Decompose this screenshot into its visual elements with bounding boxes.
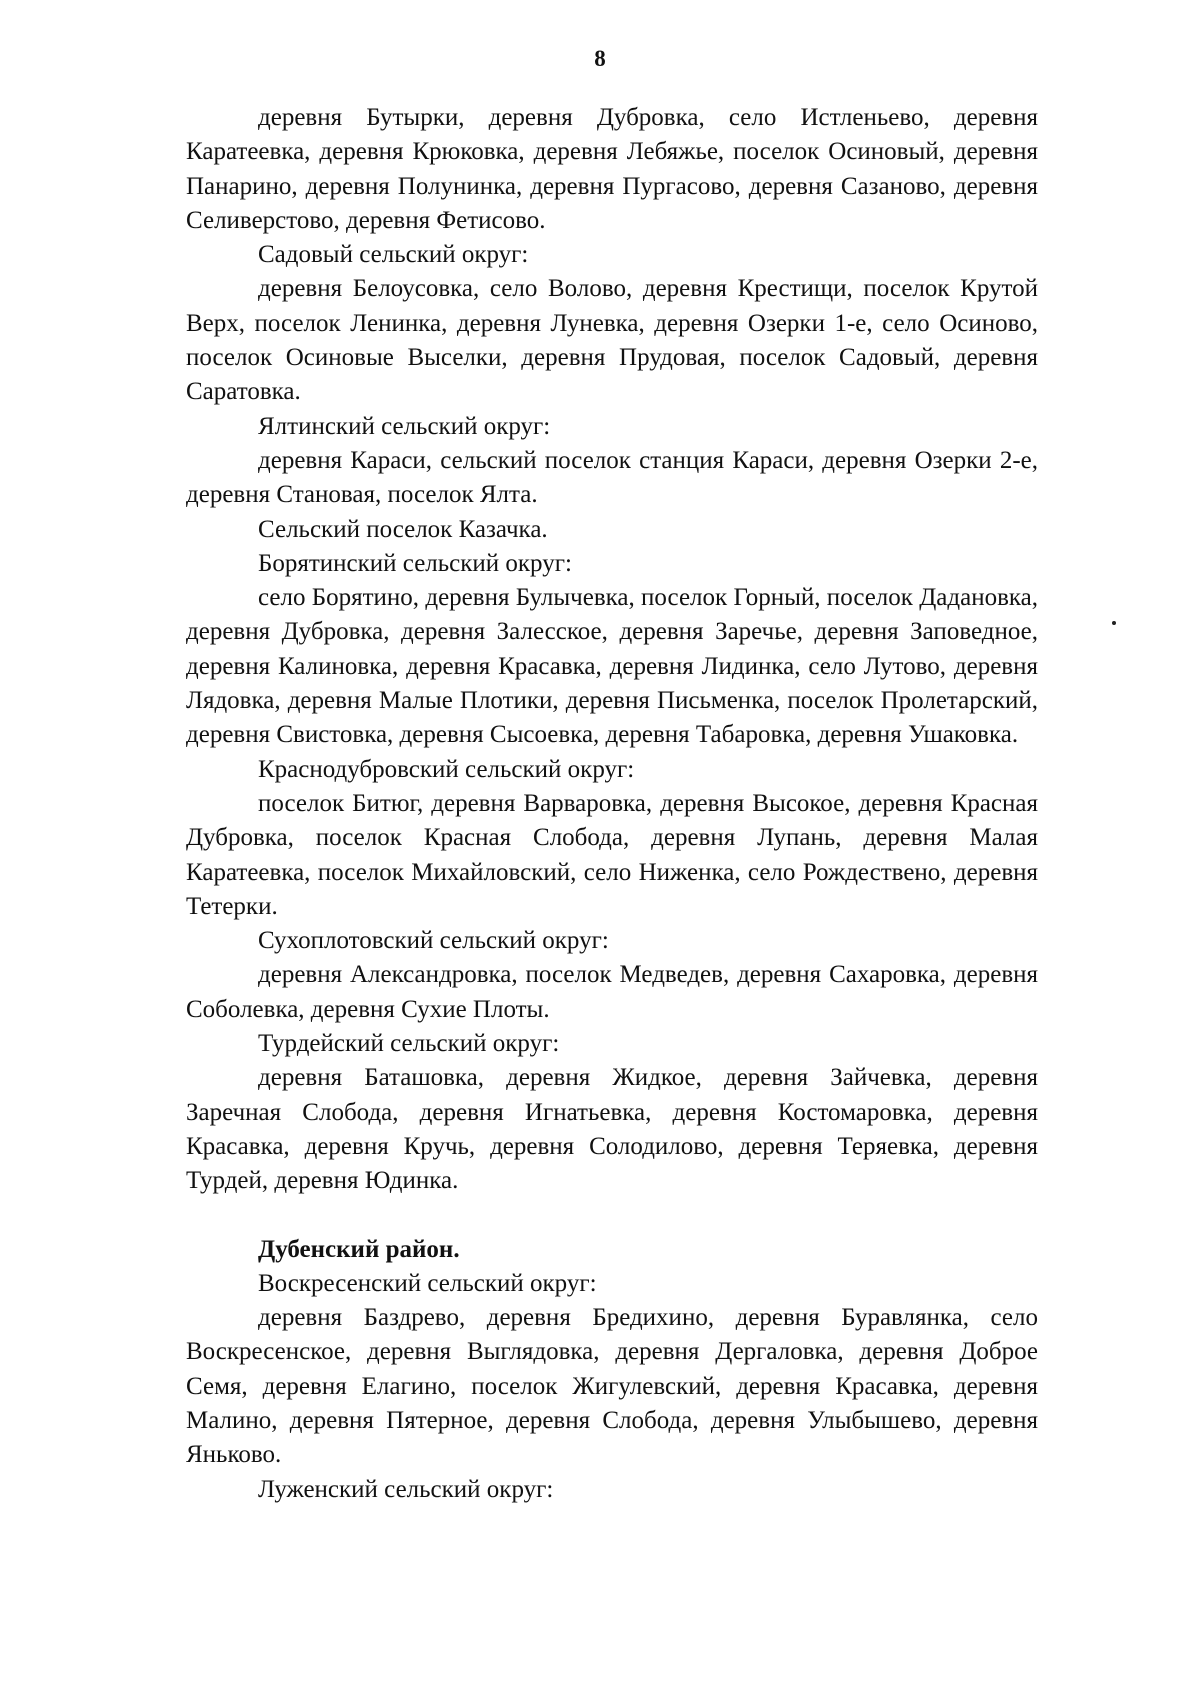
settlement-list-paragraph: деревня Баташовка, деревня Жидкое, деревня Зайчевка, деревня Заречная Слобода, деревня Игнатьевка, деревня Костомаровка, деревня Красавка, деревня Кручь, деревня Солодилово, деревня Теряевка, деревня Турдей, деревня Юдинка.	[186, 1064, 1038, 1195]
rural-district-heading: Сухоплотовский сельский округ:	[258, 927, 609, 955]
rural-district-heading: Садовый сельский округ:	[258, 241, 529, 269]
rural-district-heading: Краснодубровский сельский округ:	[258, 755, 635, 783]
settlement-list-paragraph: деревня Баздрево, деревня Бредихино, деревня Буравлянка, село Воскресенское, деревня Выглядовка, деревня Дергаловка, деревня Доброе Семя, деревня Елагино, поселок Жигулевский, деревня Красавка, деревня Малино, деревня Пятерное, деревня Слобода, деревня Улыбышево, деревня Яньково.	[186, 1304, 1038, 1469]
settlement-list-paragraph: поселок Битюг, деревня Варваровка, деревня Высокое, деревня Красная Дубровка, поселок Красная Слобода, деревня Лупань, деревня Малая Каратеевка, поселок Михайловский, село Ниженка, село Рождествено, деревня Тетерки.	[186, 789, 1038, 920]
settlement-list-paragraph: село Борятино, деревня Булычевка, поселок Горный, поселок Дадановка, деревня Дубровка, деревня Залесское, деревня Заречье, деревня Заповедное, деревня Калиновка, деревня Красавка, деревня Лидинка, село Лутово, деревня Лядовка, деревня Малые Плотики, деревня Письменка, поселок Пролетарский, деревня Свистовка, деревня Сысоевка, деревня Табаровка, деревня Ушаковка.	[186, 584, 1038, 749]
document-body	[186, 101, 1038, 1507]
district-heading: Дубенский район.	[258, 1235, 460, 1263]
settlement-list-paragraph: деревня Караси, сельский поселок станция Караси, деревня Озерки 2-е, деревня Становая, поселок Ялта.	[186, 446, 1038, 509]
rural-district-heading: Борятинский сельский округ:	[258, 549, 572, 577]
rural-district-heading: Ялтинский сельский округ:	[258, 412, 551, 440]
settlement-list-paragraph: деревня Бутырки, деревня Дубровка, село Истленьево, деревня Каратеевка, деревня Крюковка, деревня Лебяжье, поселок Осиновый, деревня Панарино, деревня Полунинка, деревня Пургасово, деревня Сазаново, деревня Селиверстово, деревня Фетисово.	[186, 104, 1038, 234]
rural-settlement-line: Сельский поселок Казачка.	[258, 515, 548, 543]
rural-district-heading: Воскресенский сельский округ:	[258, 1269, 597, 1297]
settlement-list-paragraph: деревня Белоусовка, село Волово, деревня Крестищи, поселок Крутой Верх, поселок Ленинка, деревня Луневка, деревня Озерки 1-е, село Осиново, поселок Осиновые Выселки, деревня Прудовая, поселок Садовый, деревня Саратовка.	[186, 275, 1038, 406]
page-number: 8	[594, 46, 606, 71]
rural-district-heading: Луженский сельский округ:	[258, 1475, 554, 1503]
scan-speck	[1112, 621, 1116, 625]
settlement-list-paragraph: деревня Александровка, поселок Медведев, деревня Сахаровка, деревня Соболевка, деревня Сухие Плоты.	[186, 961, 1038, 1023]
rural-district-heading: Турдейский сельский округ:	[258, 1030, 560, 1058]
